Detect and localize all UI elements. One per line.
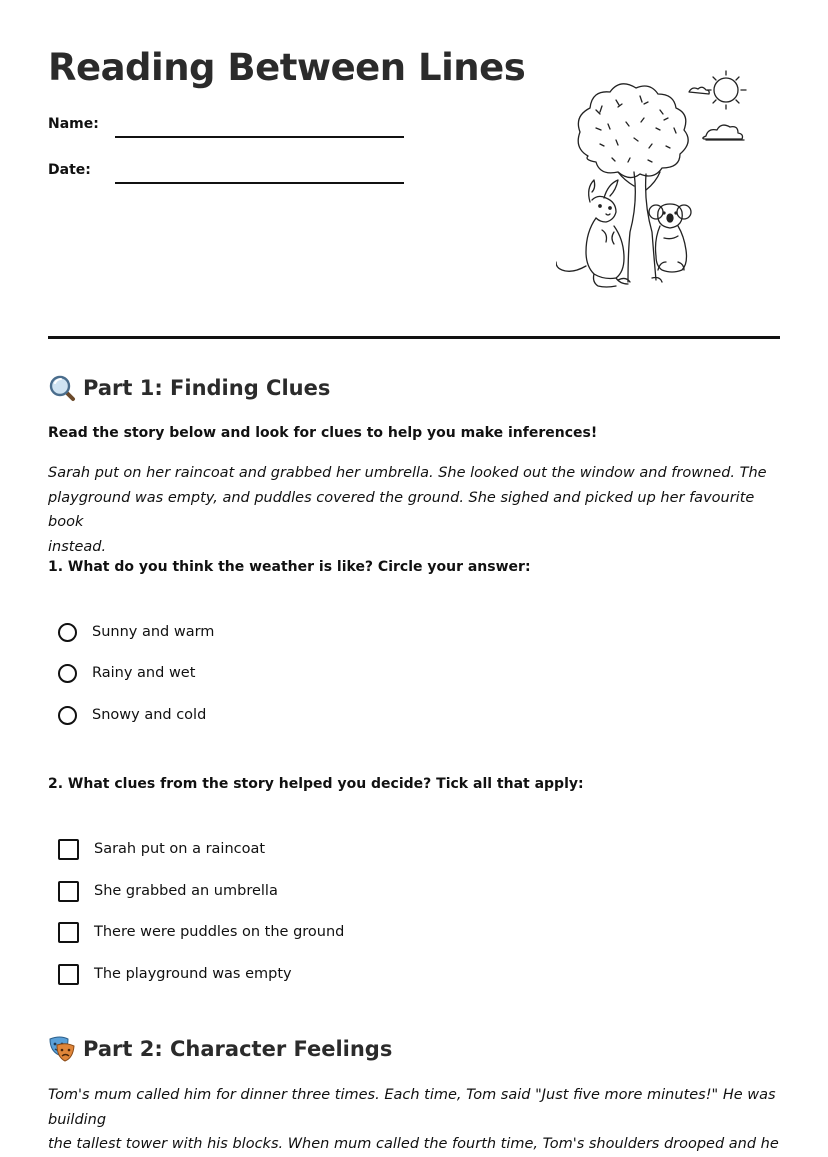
part2-heading — [48, 1035, 392, 1063]
option-label: The playground was empty — [94, 966, 292, 982]
worksheet-page — [48, 0, 780, 1152]
radio-circle[interactable] — [58, 706, 77, 725]
radio-circle[interactable] — [58, 664, 77, 683]
theater-masks-icon — [48, 1035, 76, 1063]
part1-heading-text: Part 1: Finding Clues — [83, 376, 331, 400]
name-blank-line[interactable] — [115, 136, 404, 138]
checkbox-option[interactable] — [58, 837, 265, 861]
checkbox-option[interactable] — [58, 920, 344, 944]
part2-heading-text: Part 2: Character Feelings — [83, 1037, 393, 1061]
option-label: Sarah put on a raincoat — [94, 841, 266, 857]
kangaroo-icon — [556, 180, 628, 287]
option-label: There were puddles on the ground — [94, 924, 345, 940]
worksheet-title: Reading Between Lines — [48, 46, 526, 89]
story-line: Sarah put on her raincoat and grabbed her umbrella. She looked out the window and frowned. The — [48, 465, 767, 481]
radio-circle[interactable] — [58, 623, 77, 642]
answer-option[interactable] — [58, 620, 214, 644]
checkbox[interactable] — [58, 964, 79, 985]
checkbox-option[interactable] — [58, 879, 278, 903]
answer-option[interactable] — [58, 703, 206, 727]
cloud-icon — [689, 87, 744, 140]
date-blank-line[interactable] — [115, 182, 404, 184]
answer-option[interactable] — [58, 661, 195, 685]
kangaroo-koala-tree-illustration — [556, 66, 756, 292]
option-label: She grabbed an umbrella — [94, 883, 278, 899]
part1-story — [48, 461, 780, 559]
date-field — [48, 162, 408, 188]
question-2: 2. What clues from the story helped you decide? Tick all that apply: — [48, 776, 584, 792]
question-1: 1. What do you think the weather is like? Circle your answer: — [48, 559, 531, 575]
checkbox[interactable] — [58, 881, 79, 902]
part2-story — [48, 1083, 780, 1157]
name-label: Name: — [48, 116, 99, 132]
checkbox[interactable] — [58, 839, 79, 860]
option-label: Rainy and wet — [92, 665, 196, 681]
magnifying-glass-icon — [48, 374, 76, 402]
date-label: Date: — [48, 162, 91, 178]
story-line: the tallest tower with his blocks. When mum called the fourth time, Tom's shoulders drooped and he — [48, 1136, 779, 1152]
part1-heading — [48, 374, 330, 402]
header-divider — [48, 336, 780, 339]
checkbox-option[interactable] — [58, 962, 292, 986]
name-field — [48, 116, 408, 142]
koala-icon — [649, 204, 691, 272]
option-label: Snowy and cold — [92, 707, 207, 723]
story-line: Tom's mum called him for dinner three times. Each time, Tom said "Just five more minutes!" He was building — [48, 1087, 776, 1128]
story-line: instead. — [48, 538, 107, 555]
option-label: Sunny and warm — [92, 624, 215, 640]
part1-instruction: Read the story below and look for clues to help you make inferences! — [48, 425, 598, 441]
sun-icon — [707, 71, 746, 109]
story-line: playground was empty, and puddles covered the ground. She sighed and picked up her favourite book — [48, 489, 755, 530]
checkbox[interactable] — [58, 922, 79, 943]
